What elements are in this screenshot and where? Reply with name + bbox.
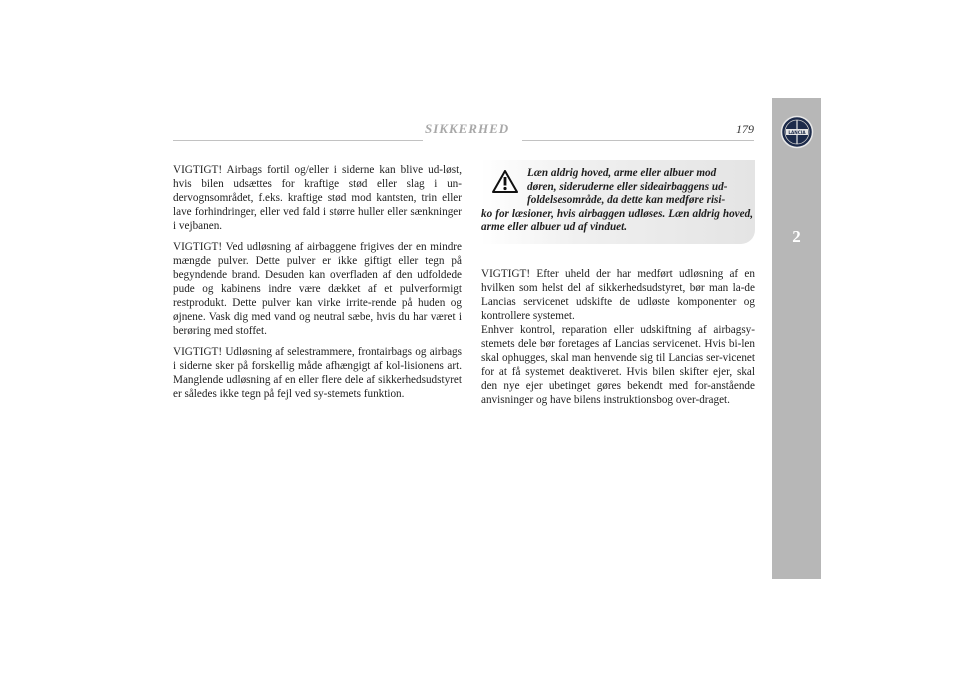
warning-text: [481, 167, 753, 235]
chapter-number: 2: [792, 227, 801, 246]
lancia-logo-icon: [780, 115, 814, 149]
page-number: 179: [736, 122, 754, 136]
chapter-sidebar: [772, 98, 821, 579]
paragraph: VIGTIGT! Airbags fortil og/eller i siderne kan blive ud-løst, hvis bilen udsættes for kraftige stød eller slag i un-dervognsområdet, f.eks. kraftige stød mod kantsten, trin eller lave forhindringer, eller ved fald i større huller eller sænkninger i vejbanen.: [173, 164, 462, 232]
right-text-column: [481, 267, 755, 407]
logo-text: LANCIA: [788, 130, 806, 135]
paragraph: Enhver kontrol, reparation eller udskiftning af airbagsy-stemets dele bør foretages af Lancias servicenet. Hvis bi-len skal ophugges, skal man henvende sig til Lancias ser-vicenet for at få systemet deaktiveret. Hvis bilen skifter ejer, skal den nye ejer ubetinget gøres bekendt med for-anstående anvisninger og have bilens instruktionsbog over-draget.: [481, 324, 755, 406]
warning-line: foldelsesområde, da dette kan medføre risi-: [527, 194, 726, 206]
page-header-title: SIKKERHED: [425, 121, 510, 136]
left-text-column: [173, 163, 462, 408]
paragraph: VIGTIGT! Ved udløsning af airbaggene frigives der en mindre mængde pulver. Dette pulver er ikke giftigt eller tegn på begyndende brand. Desuden kan overfladen af den udfoldede pude og kabinens indre være dækket af et pulverformigt restprodukt. Dette pulver kan virke irrite-rende på huden og øjnene. Vask dig med vand og neutral sæbe, hvis du har været i berøring med stoffet.: [173, 241, 462, 337]
warning-line: ko for læsioner, hvis airbaggen udløses. Læn aldrig hoved, arme eller albuer ud af vinduet.: [481, 207, 753, 233]
warning-line: Læn aldrig hoved, arme eller albuer mod: [527, 167, 717, 179]
paragraph: VIGTIGT! Udløsning af selestrammere, frontairbags og airbags i siderne sker på forskellig måde afhængigt af kol-lisionens art. Manglende udløsning af en eller flere dele af sikkerhedsudstyret er således ikke tegn på fejl ved sy-stemets funktion.: [173, 346, 462, 400]
header-rule-right: [522, 140, 754, 141]
header-rule-left: [173, 140, 423, 141]
warning-line: døren, sideruderne eller sideairbaggens ud-: [527, 180, 728, 193]
paragraph: VIGTIGT! Efter uheld der har medført udløsning af en hvilken som helst del af sikkerhedsudstyret, bør man la-de Lancias servicenet udskifte de udløste komponenter og kontrollere systemet.: [481, 268, 755, 322]
